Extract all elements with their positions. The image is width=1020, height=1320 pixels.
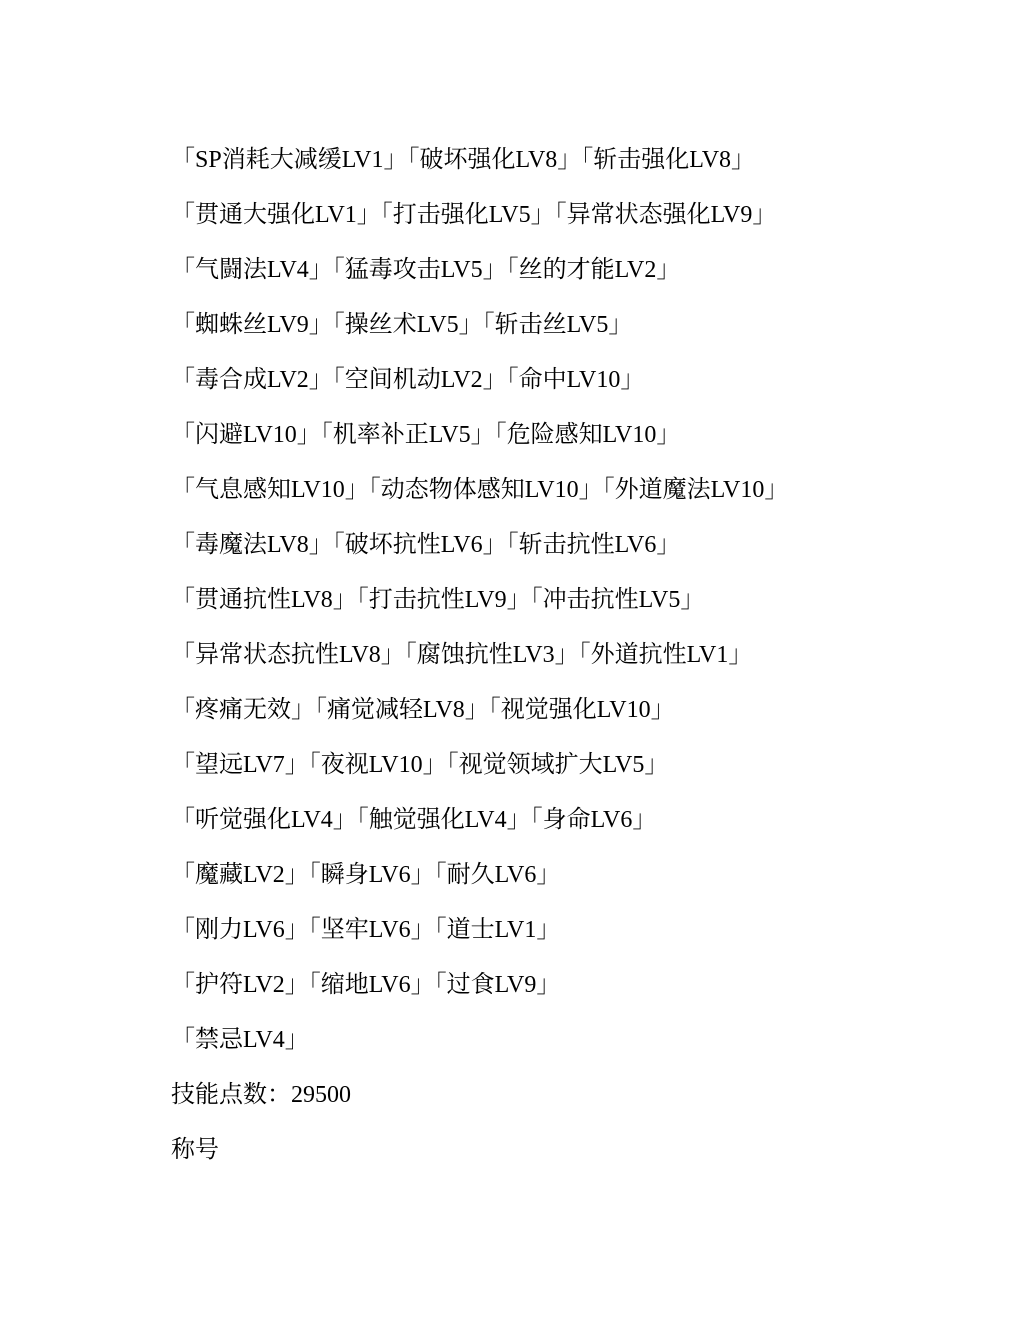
skill-line: 「刚力LV6」「坚牢LV6」「道士LV1」 xyxy=(171,917,561,943)
document-page xyxy=(171,133,991,1178)
skill-line: 「贯通抗性LV8」「打击抗性LV9」「冲击抗性LV5」 xyxy=(171,587,705,613)
skill-line: 「气息感知LV10」「动态物体感知LV10」「外道魔法LV10」 xyxy=(171,477,789,503)
skill-line: 「毒魔法LV8」「破坏抗性LV6」「斩击抗性LV6」 xyxy=(171,532,681,558)
skill-line: 「魔藏LV2」「瞬身LV6」「耐久LV6」 xyxy=(171,862,561,888)
skill-line: 「蜘蛛丝LV9」「操丝术LV5」「斩击丝LV5」 xyxy=(171,312,633,338)
skill-line: 「毒合成LV2」「空间机动LV2」「命中LV10」 xyxy=(171,367,645,393)
titles-heading: 称号 xyxy=(171,1137,219,1163)
skill-line: 「异常状态抗性LV8」「腐蚀抗性LV3」「外道抗性LV1」 xyxy=(171,642,753,668)
skill-points-text: 技能点数：29500 xyxy=(171,1082,351,1108)
skill-line: 「贯通大强化LV1」「打击强化LV5」「异常状态强化LV9」 xyxy=(171,202,777,228)
skill-line: 「禁忌LV4」 xyxy=(171,1027,309,1053)
skill-line: 「气闘法LV4」「猛毒攻击LV5」「丝的才能LV2」 xyxy=(171,257,681,283)
skill-line: 「闪避LV10」「机率补正LV5」「危险感知LV10」 xyxy=(171,422,681,448)
skill-line: 「SP消耗大减缓LV1」「破坏强化LV8」「斩击强化LV8」 xyxy=(171,147,756,173)
skill-line: 「听觉强化LV4」「触觉强化LV4」「身命LV6」 xyxy=(171,807,657,833)
skill-line: 「疼痛无效」「痛觉减轻LV8」「视觉强化LV10」 xyxy=(171,697,675,723)
skill-line: 「护符LV2」「缩地LV6」「过食LV9」 xyxy=(171,972,561,998)
skill-line: 「望远LV7」「夜视LV10」「视觉领域扩大LV5」 xyxy=(171,752,669,778)
